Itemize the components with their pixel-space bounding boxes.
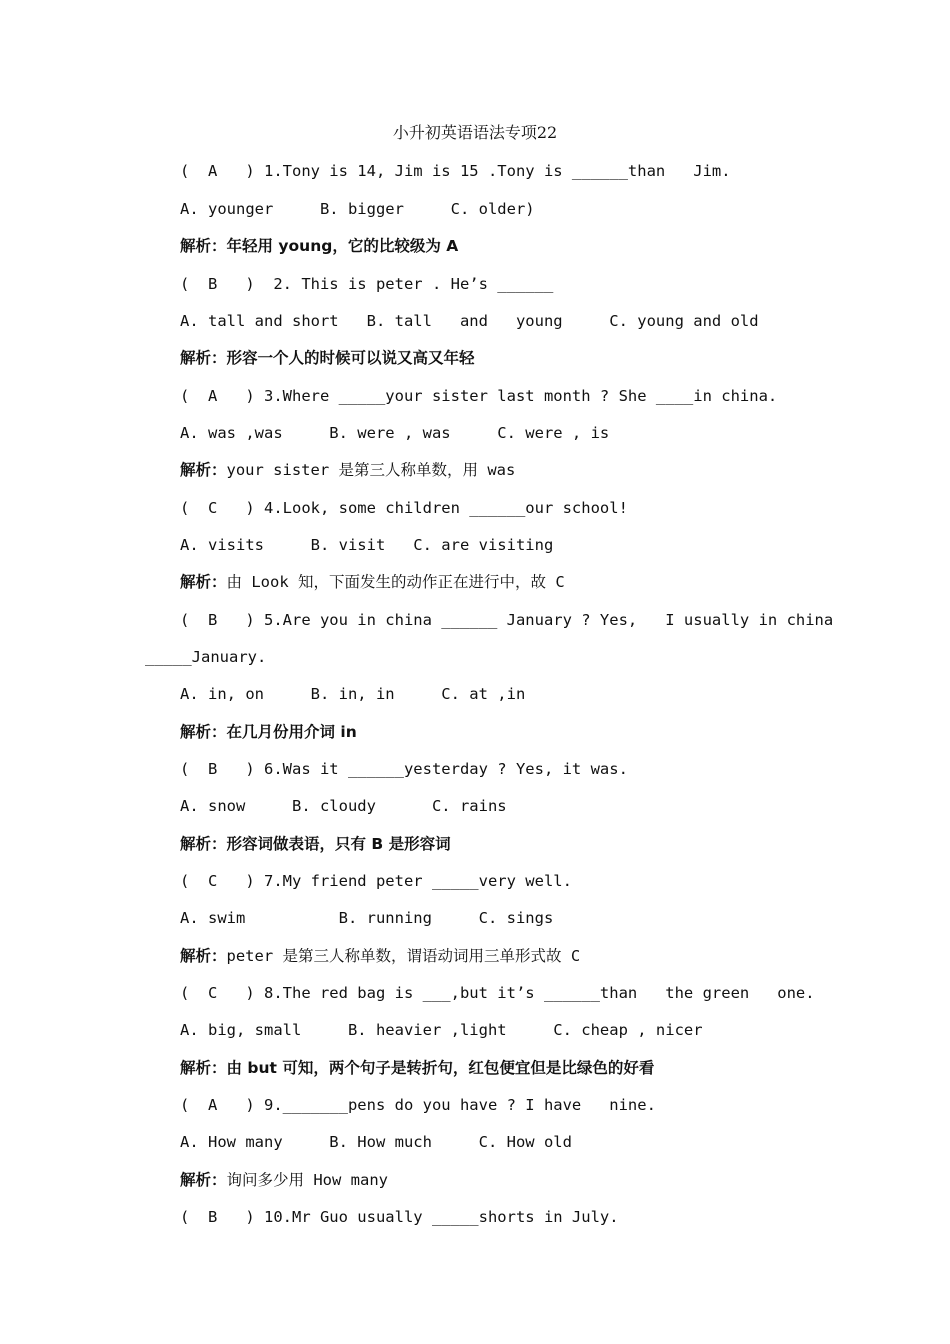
explanation-8 [180,1057,654,1079]
explanation-label: 解析： [180,1059,227,1077]
question-8: ( C ) 8.The red bag is ___,but it’s ______than the green one. [180,984,815,1002]
explanation-1 [180,235,458,257]
options-3: A. was ,was B. were , was C. were , is [180,424,610,442]
question-5-continued: _____January. [145,648,267,666]
options-5: A. in, on B. in, in C. at ,in [180,685,526,703]
explanation-9 [180,1169,388,1191]
question-5: ( B ) 5.Are you in china ______ January ? Yes, I usually in china [180,611,834,629]
options-9: A. How many B. How much C. How old [180,1133,572,1151]
question-2: ( B ) 2. This is peter . He’s ______ [180,275,554,293]
explanation-label: 解析： [180,1171,227,1189]
explanation-label: 解析： [180,573,227,591]
options-2: A. tall and short B. tall and young C. young and old [180,312,759,330]
explanation-label: 解析： [180,947,227,965]
question-1: ( A ) 1.Tony is 14, Jim is 15 .Tony is ______than Jim. [180,162,731,180]
question-9: ( A ) 9._______pens do you have ? I have nine. [180,1096,656,1114]
question-4: ( C ) 4.Look, some children ______our school! [180,499,628,517]
options-7: A. swim B. running C. sings [180,909,554,927]
question-3: ( A ) 3.Where _____your sister last month ? She ____in china. [180,387,778,405]
options-4: A. visits B. visit C. are visiting [180,536,554,554]
page-title: 小升初英语语法专项22 [392,123,558,142]
explanation-4 [180,571,565,593]
explanation-text: your sister 是第三人称单数，用 was [226,461,516,479]
explanation-5 [180,721,357,743]
explanation-label: 解析： [180,835,227,853]
explanation-label: 解析： [180,349,227,367]
explanation-3 [180,459,515,481]
question-10: ( B ) 10.Mr Guo usually _____shorts in July. [180,1208,619,1226]
options-1: A. younger B. bigger C. older) [180,200,535,218]
explanation-text: 询问多少用 How many [226,1171,389,1189]
explanation-text: 年轻用 young，它的比较级为 A [226,237,459,255]
explanation-label: 解析： [180,723,227,741]
explanation-text: 在几月份用介词 in [226,723,357,741]
explanation-label: 解析： [180,461,227,479]
options-8: A. big, small B. heavier ,light C. cheap , nicer [180,1021,703,1039]
question-7: ( C ) 7.My friend peter _____very well. [180,872,572,890]
options-6: A. snow B. cloudy C. rains [180,797,507,815]
explanation-text: 由 but 可知，两个句子是转折句，红包便宜但是比绿色的好看 [226,1059,655,1077]
explanation-2 [180,347,475,369]
explanation-6 [180,833,451,855]
explanation-text: 形容一个人的时候可以说又高又年轻 [226,349,475,367]
explanation-7 [180,945,580,967]
explanation-text: 形容词做表语，只有 B 是形容词 [226,835,451,853]
explanation-text: 由 Look 知，下面发生的动作正在进行中，故 C [226,573,565,591]
explanation-text: peter 是第三人称单数，谓语动词用三单形式故 C [226,947,581,965]
question-6: ( B ) 6.Was it ______yesterday ? Yes, it was. [180,760,628,778]
explanation-label: 解析： [180,237,227,255]
